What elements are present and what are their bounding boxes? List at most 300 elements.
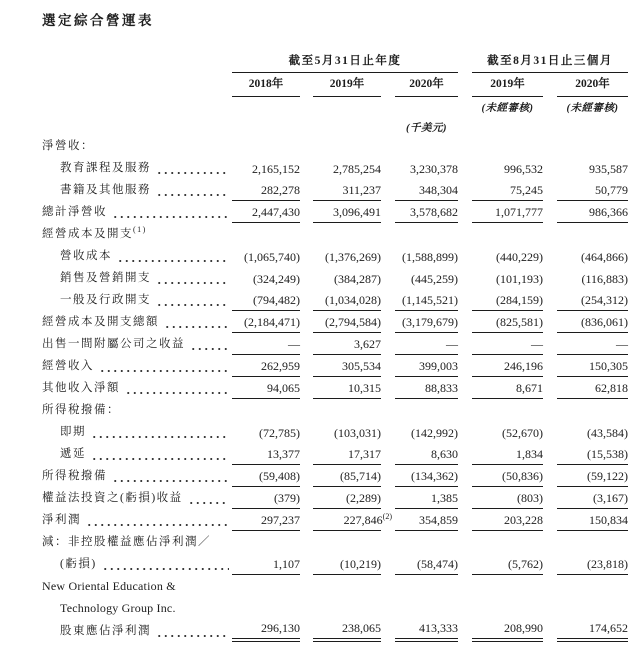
cell-value: (825,581)	[472, 313, 543, 333]
cell-value: 227,846$^{(2)}$	[313, 511, 381, 531]
cell-value: 1,385	[395, 489, 458, 509]
value-cell	[543, 267, 628, 289]
cell-value: 2,785,254	[333, 162, 381, 176]
value-cell	[543, 311, 628, 333]
cell-value: 50,779	[557, 181, 628, 201]
row-label: 淨營收：	[42, 140, 94, 152]
cell-value: 296,130	[232, 619, 300, 642]
leader-dots	[156, 620, 229, 637]
value-cell	[300, 509, 392, 531]
cell-value: 348,304	[395, 181, 458, 201]
value-cell	[381, 289, 458, 311]
cell-value: (101,193)	[496, 272, 544, 286]
table-row	[42, 157, 628, 179]
cell-value: 13,377	[232, 445, 300, 465]
table-row	[42, 201, 628, 223]
value-cell	[458, 267, 543, 289]
leader-dots	[125, 377, 229, 394]
cell-value: (284,159)	[472, 291, 543, 311]
value-cell	[232, 135, 300, 157]
cell-value: (116,883)	[581, 272, 629, 286]
value-cell	[232, 157, 300, 179]
cell-value: (2,184,471)	[232, 313, 300, 333]
table-row	[42, 553, 628, 575]
table-row	[42, 399, 628, 421]
cell-value: (254,312)	[557, 291, 628, 311]
leader-dots	[156, 157, 229, 174]
value-cell	[232, 223, 300, 245]
row-label: 遞延	[60, 448, 86, 460]
table-row	[42, 245, 628, 267]
value-cell	[381, 135, 458, 157]
value-cell	[381, 311, 458, 333]
cell-value: 3,096,491	[313, 203, 381, 223]
leader-dots	[99, 355, 229, 372]
header-cell	[300, 73, 381, 97]
cell-value: (803)	[472, 489, 543, 509]
year-header-row	[42, 73, 628, 97]
row-label: 銷售及營銷開支	[60, 272, 151, 284]
year-header-2018: 2018年	[232, 76, 300, 97]
value-cell	[300, 597, 381, 619]
table-row	[42, 179, 628, 201]
value-cell	[543, 289, 628, 311]
cell-value: 935,587	[589, 162, 629, 176]
table-row	[42, 509, 628, 531]
cell-value: 2,165,152	[252, 162, 300, 176]
value-cell	[381, 575, 458, 597]
row-label-cell	[42, 487, 232, 509]
cell-value: (103,031)	[334, 426, 381, 440]
row-label-cell	[42, 531, 232, 553]
value-cell	[543, 157, 628, 179]
value-cell	[381, 157, 458, 179]
leader-dots	[112, 201, 229, 218]
cell-value: (440,229)	[496, 250, 544, 264]
page-title: 選定綜合營運表	[42, 13, 154, 28]
cell-value: 62,818	[557, 379, 628, 399]
value-cell	[232, 201, 300, 223]
cell-value: (23,818)	[557, 555, 628, 575]
cell-value: 1,107	[232, 555, 300, 575]
value-cell	[543, 333, 628, 355]
cell-value: —	[395, 335, 458, 355]
value-cell	[300, 355, 381, 377]
row-label: 總計淨營收	[42, 206, 107, 218]
cell-value: 88,833	[395, 379, 458, 399]
unaudited-note: (未經審核)	[566, 103, 619, 114]
cell-value: 246,196	[472, 357, 543, 377]
value-cell	[543, 487, 628, 509]
cell-value: (59,408)	[232, 467, 300, 487]
cell-value: (3,179,679)	[395, 313, 458, 333]
header-cell	[232, 51, 458, 73]
value-cell	[232, 267, 300, 289]
cell-value: (50,836)	[472, 467, 543, 487]
value-cell	[232, 245, 300, 267]
table-row	[42, 421, 628, 443]
table-row	[42, 289, 628, 311]
unaudited-note-row	[42, 97, 628, 115]
value-cell	[381, 597, 458, 619]
value-cell	[458, 421, 543, 443]
unaudited-note: (未經審核)	[481, 103, 534, 114]
leader-dots	[156, 289, 229, 306]
footnote-superscript: (2)	[382, 512, 392, 521]
value-cell	[232, 531, 300, 553]
table-row	[42, 487, 628, 509]
value-cell	[543, 201, 628, 223]
value-cell	[232, 509, 300, 531]
value-cell	[458, 597, 543, 619]
cell-value: 413,333	[395, 619, 458, 642]
value-cell	[300, 443, 381, 465]
value-cell	[458, 311, 543, 333]
value-cell	[381, 619, 458, 642]
row-label: 淨利潤	[42, 514, 81, 526]
value-cell	[458, 289, 543, 311]
table-row	[42, 597, 628, 619]
column-group-fiscal-years: 截至5月31日止年度	[232, 54, 458, 73]
value-cell	[232, 311, 300, 333]
row-label-cell	[42, 267, 232, 289]
value-cell	[232, 553, 300, 575]
row-label: 所得稅撥備	[42, 470, 107, 482]
cell-value: 208,990	[472, 619, 543, 642]
row-label: 經營成本及開支總額	[42, 316, 159, 328]
value-cell	[232, 179, 300, 201]
value-cell	[458, 509, 543, 531]
value-cell	[232, 443, 300, 465]
leader-dots	[164, 311, 229, 328]
value-cell	[458, 333, 543, 355]
value-cell	[300, 223, 381, 245]
cell-value: (10,219)	[313, 555, 381, 575]
value-cell	[300, 135, 381, 157]
value-cell	[300, 267, 381, 289]
value-cell	[232, 399, 300, 421]
cell-value: 10,315	[313, 379, 381, 399]
value-cell	[458, 179, 543, 201]
value-cell	[458, 531, 543, 553]
cell-value: (1,034,028)	[313, 291, 381, 311]
value-cell	[381, 531, 458, 553]
row-label-cell	[42, 509, 232, 531]
value-cell	[543, 575, 628, 597]
cell-value: (384,287)	[334, 272, 381, 286]
row-label-cell	[42, 619, 232, 642]
value-cell	[381, 443, 458, 465]
row-label-cell	[42, 443, 232, 465]
value-cell	[300, 377, 381, 399]
row-label: 營收成本	[60, 250, 112, 262]
footnote-superscript: (1)	[133, 225, 147, 235]
row-label: New Oriental Education &	[42, 579, 176, 593]
value-cell	[232, 619, 300, 642]
value-cell	[232, 487, 300, 509]
value-cell	[458, 135, 543, 157]
row-label-cell	[42, 333, 232, 355]
row-label-cell	[42, 135, 232, 157]
cell-value: (52,670)	[502, 426, 544, 440]
leader-dots	[86, 509, 229, 526]
header-cell	[381, 73, 458, 97]
cell-value: 354,859	[395, 511, 458, 531]
cell-value: 282,278	[232, 181, 300, 201]
table-row	[42, 333, 628, 355]
value-cell	[543, 179, 628, 201]
cell-value: (464,866)	[581, 250, 629, 264]
value-cell	[381, 179, 458, 201]
leader-dots	[112, 465, 229, 482]
cell-value: 174,652	[557, 619, 628, 642]
value-cell	[232, 333, 300, 355]
cell-value: 8,630	[395, 445, 458, 465]
value-cell	[381, 355, 458, 377]
value-cell	[300, 619, 381, 642]
header-cell	[543, 97, 628, 115]
value-cell	[458, 157, 543, 179]
row-label-cell	[42, 553, 232, 575]
cell-value: 203,228	[472, 511, 543, 531]
cell-value: 311,237	[313, 181, 381, 201]
value-cell	[458, 487, 543, 509]
row-label: 股東應佔淨利潤	[60, 625, 151, 637]
cell-value: —	[472, 335, 543, 355]
value-cell	[300, 245, 381, 267]
cell-value: 3,230,378	[410, 162, 459, 176]
value-cell	[458, 443, 543, 465]
year-header-2020-interim: 2020年	[557, 76, 628, 97]
cell-value: (58,474)	[395, 555, 458, 575]
header-cell	[458, 51, 628, 73]
value-cell	[543, 531, 628, 553]
value-cell	[300, 399, 381, 421]
value-cell	[381, 553, 458, 575]
year-header-2019: 2019年	[313, 76, 381, 97]
row-label-cell	[42, 399, 232, 421]
row-label: 書籍及其他服務	[60, 184, 151, 196]
table-row	[42, 619, 628, 642]
row-label: Technology Group Inc.	[60, 601, 176, 615]
value-cell	[300, 421, 381, 443]
value-cell	[381, 245, 458, 267]
row-label-cell	[42, 575, 232, 597]
table-row	[42, 377, 628, 399]
cell-value: (43,584)	[587, 426, 629, 440]
value-cell	[381, 201, 458, 223]
value-cell	[543, 553, 628, 575]
cell-value: (59,122)	[557, 467, 628, 487]
cell-value: 3,578,682	[395, 203, 458, 223]
header-cell	[543, 73, 628, 97]
cell-value: (2,794,584)	[313, 313, 381, 333]
table-row	[42, 267, 628, 289]
cell-value: (1,145,521)	[395, 291, 458, 311]
row-label: 即期	[60, 426, 86, 438]
cell-value: 17,317	[313, 445, 381, 465]
row-label-cell	[42, 245, 232, 267]
row-label-cell	[42, 179, 232, 201]
value-cell	[300, 575, 381, 597]
row-label: 經營收入	[42, 360, 94, 372]
table-row	[42, 531, 628, 553]
cell-value: 986,366	[557, 203, 628, 223]
row-label-cell	[42, 377, 232, 399]
value-cell	[458, 201, 543, 223]
leader-dots	[190, 333, 229, 350]
leader-dots	[156, 179, 229, 196]
cell-value: (5,762)	[472, 555, 543, 575]
row-label: 經營成本及開支$^{(1)}$	[42, 225, 147, 240]
row-label-cell	[42, 311, 232, 333]
value-cell	[543, 509, 628, 531]
row-label-cell	[42, 355, 232, 377]
value-cell	[300, 531, 381, 553]
header-spacer	[42, 73, 232, 97]
value-cell	[381, 509, 458, 531]
cell-value: (15,538)	[557, 445, 628, 465]
value-cell	[300, 289, 381, 311]
cell-value: 297,237	[232, 511, 300, 531]
cell-value: 8,671	[472, 379, 543, 399]
row-label: 其他收入淨額	[42, 382, 120, 394]
value-cell	[543, 135, 628, 157]
cell-value: (1,588,899)	[402, 250, 459, 264]
year-header-2019-interim: 2019年	[472, 76, 543, 97]
leader-dots	[91, 443, 229, 460]
row-label: 權益法投資之(虧損)收益	[42, 492, 183, 504]
cell-value: (324,249)	[253, 272, 300, 286]
table-row	[42, 223, 628, 245]
cell-value: —	[232, 335, 300, 355]
value-cell	[232, 377, 300, 399]
table-row	[42, 355, 628, 377]
cell-value: (794,482)	[232, 291, 300, 311]
cell-value: 238,065	[313, 619, 381, 642]
cell-value: 996,532	[504, 162, 544, 176]
table-row	[42, 135, 628, 157]
cell-value: 150,834	[557, 511, 628, 531]
value-cell	[543, 399, 628, 421]
row-label-cell	[42, 421, 232, 443]
column-group-three-months: 截至8月31日止三個月	[472, 54, 628, 73]
table-row	[42, 311, 628, 333]
cell-value: (142,992)	[411, 426, 459, 440]
value-cell	[543, 619, 628, 642]
leader-dots	[91, 421, 229, 438]
value-cell	[458, 245, 543, 267]
cell-value: (445,259)	[411, 272, 459, 286]
value-cell	[381, 333, 458, 355]
row-label: 教育課程及服務	[60, 162, 151, 174]
value-cell	[232, 575, 300, 597]
cell-value: 150,305	[557, 357, 628, 377]
value-cell	[458, 399, 543, 421]
header-cell	[381, 115, 458, 135]
value-cell	[232, 597, 300, 619]
cell-value: 1,834	[472, 445, 543, 465]
value-cell	[543, 223, 628, 245]
currency-unit-row	[42, 115, 628, 135]
value-cell	[458, 619, 543, 642]
header-cell	[458, 73, 543, 97]
value-cell	[381, 267, 458, 289]
cell-value: (379)	[232, 489, 300, 509]
value-cell	[300, 179, 381, 201]
value-cell	[543, 245, 628, 267]
cell-value: 75,245	[472, 181, 543, 201]
row-label-cell	[42, 223, 232, 245]
table-row	[42, 465, 628, 487]
leader-dots	[188, 487, 229, 504]
year-header-2020: 2020年	[395, 76, 458, 97]
cell-value: (2,289)	[313, 489, 381, 509]
value-cell	[300, 201, 381, 223]
cell-value: 1,071,777	[472, 203, 543, 223]
value-cell	[458, 355, 543, 377]
value-cell	[458, 553, 543, 575]
value-cell	[543, 465, 628, 487]
table-body	[42, 135, 628, 642]
value-cell	[543, 355, 628, 377]
value-cell	[543, 421, 628, 443]
header-cell	[232, 73, 300, 97]
cell-value: 94,065	[232, 379, 300, 399]
table-row	[42, 443, 628, 465]
value-cell	[232, 355, 300, 377]
value-cell	[300, 311, 381, 333]
row-label: 所得稅撥備：	[42, 404, 120, 416]
cell-value: (134,362)	[395, 467, 458, 487]
cell-value: 3,627	[313, 335, 381, 355]
row-label-cell	[42, 597, 232, 619]
currency-unit-note: (千美元)	[406, 123, 447, 134]
value-cell	[300, 553, 381, 575]
cell-value: (836,061)	[557, 313, 628, 333]
row-label: 減：非控股權益應佔淨利潤／	[42, 536, 211, 548]
cell-value: 399,003	[395, 357, 458, 377]
row-label-cell	[42, 465, 232, 487]
value-cell	[381, 399, 458, 421]
cell-value: 305,534	[313, 357, 381, 377]
row-label-cell	[42, 289, 232, 311]
value-cell	[300, 333, 381, 355]
value-cell	[381, 223, 458, 245]
value-cell	[300, 465, 381, 487]
cell-value: (3,167)	[557, 489, 628, 509]
value-cell	[458, 575, 543, 597]
leader-dots	[117, 245, 229, 262]
leader-dots	[102, 553, 229, 570]
value-cell	[232, 289, 300, 311]
value-cell	[543, 597, 628, 619]
value-cell	[381, 487, 458, 509]
cell-value: (72,785)	[259, 426, 300, 440]
row-label-cell	[42, 157, 232, 179]
value-cell	[543, 443, 628, 465]
cell-value: (1,065,740)	[244, 250, 300, 264]
leader-dots	[156, 267, 229, 284]
cell-value: (1,376,269)	[325, 250, 381, 264]
header-spacer	[42, 51, 232, 73]
row-label: (虧損)	[60, 558, 97, 570]
financial-table	[42, 51, 628, 642]
value-cell	[458, 465, 543, 487]
header-cell	[458, 97, 543, 115]
row-label-cell	[42, 201, 232, 223]
column-group-row	[42, 51, 628, 73]
